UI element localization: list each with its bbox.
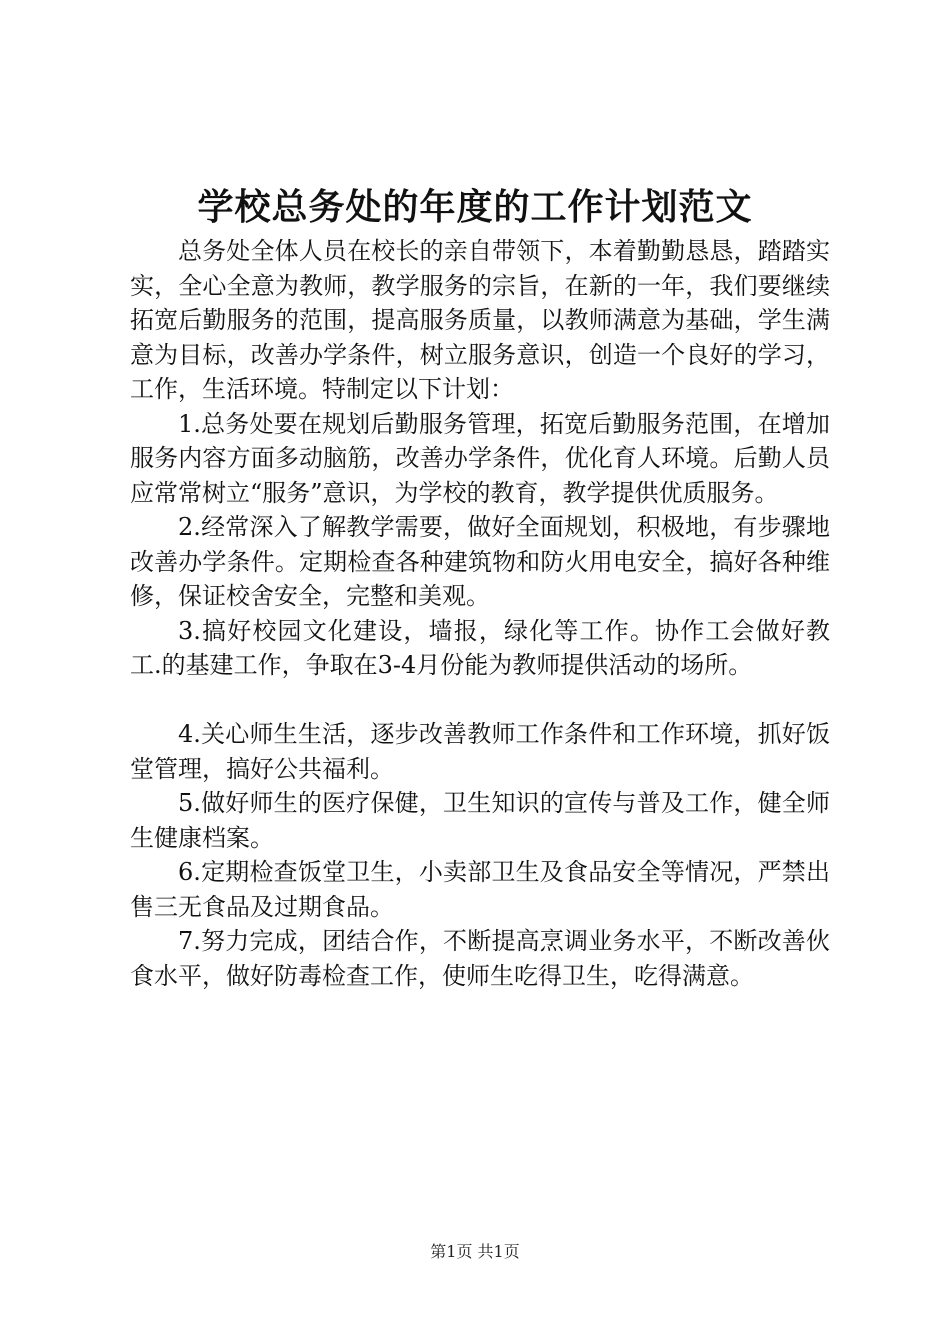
plan-item-2: 2.经常深入了解教学需要，做好全面规划，积极地，有步骤地改善办学条件。定期检查各种建筑物和防火用电安全，搞好各种维修，保证校舍安全，完整和美观。 (130, 513, 830, 610)
document-body (130, 234, 830, 993)
plan-item-1: 1.总务处要在规划后勤服务管理，拓宽后勤服务范围，在增加服务内容方面多动脑筋，改善办学条件，优化育人环境。后勤人员应常常树立“服务”意识，为学校的教育，教学提供优质服务。 (130, 409, 830, 507)
intro-paragraph: 总务处全体人员在校长的亲自带领下，本着勤勤恳恳，踏踏实实，全心全意为教师，教学服务的宗旨，在新的一年，我们要继续拓宽后勤服务的范围，提高服务质量，以教师满意为基础，学生满意为目标，改善办学条件，树立服务意识，创造一个良好的学习，工作，生活环境。特制定以下计划： (130, 237, 830, 403)
plan-item-7: 7.努力完成，团结合作，不断提高烹调业务水平，不断改善伙食水平，做好防毒检查工作，使师生吃得卫生，吃得满意。 (130, 927, 830, 990)
plan-item-6: 6.定期检查饭堂卫生，小卖部卫生及食品安全等情况，严禁出售三无食品及过期食品。 (130, 858, 830, 921)
document-title: 学校总务处的年度的工作计划范文 (197, 187, 753, 228)
plan-item-4: 4.关心师生生活，逐步改善教师工作条件和工作环境，抓好饭堂管理，搞好公共福利。 (130, 720, 830, 783)
page-footer: 第1页 共1页 (430, 1242, 520, 1261)
paragraph-spacer (130, 683, 830, 718)
plan-item-5: 5.做好师生的医疗保健，卫生知识的宣传与普及工作，健全师生健康档案。 (130, 789, 830, 852)
plan-item-3: 3.搞好校园文化建设，墙报，绿化等工作。协作工会做好教工.的基建工作，争取在3-4月份能为教师提供活动的场所。 (130, 616, 830, 679)
